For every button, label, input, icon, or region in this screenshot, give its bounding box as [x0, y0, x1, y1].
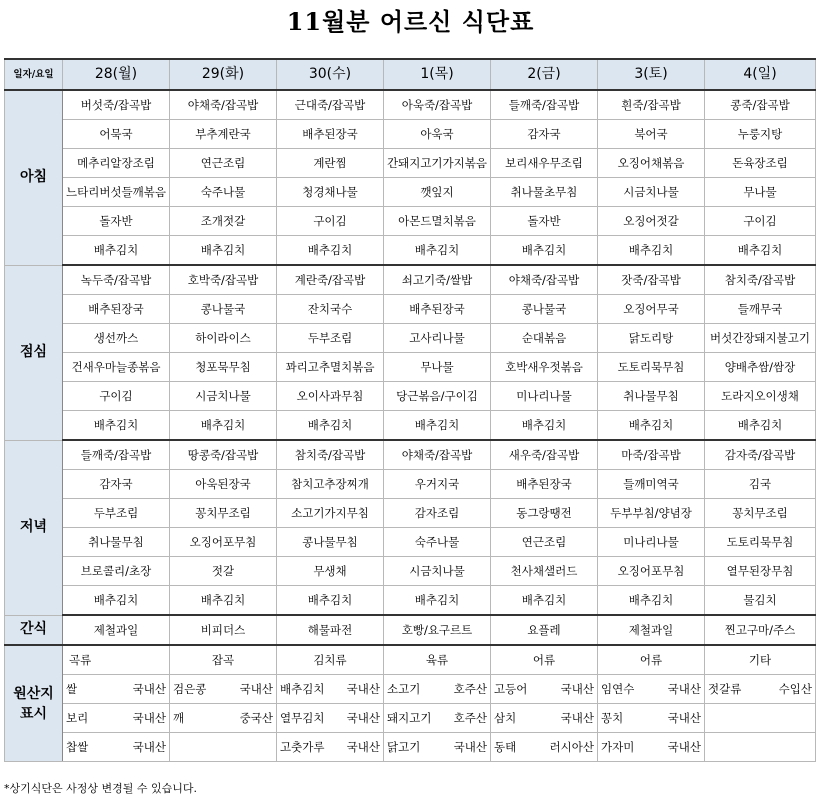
origin-cell	[598, 704, 705, 733]
origin-country: 국내산	[560, 710, 594, 725]
origin-cell	[170, 704, 277, 733]
menu-item: 동그랑땡전	[491, 499, 598, 528]
menu-item: 들깨미역국	[598, 470, 705, 499]
meal-label: 저녁	[5, 440, 63, 615]
origin-item: 삼치	[494, 710, 517, 725]
snack-item: 요플레	[491, 615, 598, 645]
origin-country: 중국산	[239, 710, 273, 725]
menu-row	[5, 353, 816, 382]
origin-item: 동태	[494, 739, 517, 754]
origin-cell	[705, 675, 816, 704]
origin-cell	[598, 733, 705, 762]
menu-item: 감자죽/잡곡밥	[705, 440, 816, 470]
origin-row	[5, 704, 816, 733]
origin-cell	[491, 675, 598, 704]
menu-item: 천사채샐러드	[491, 557, 598, 586]
origin-cell	[491, 733, 598, 762]
menu-item: 배추김치	[491, 236, 598, 266]
origin-country: 국내산	[667, 681, 701, 696]
menu-row	[5, 265, 816, 295]
menu-item: 시금치나물	[170, 382, 277, 411]
origin-cell	[277, 704, 384, 733]
menu-row	[5, 528, 816, 557]
origin-cell	[384, 733, 491, 762]
menu-item: 야채죽/잡곡밥	[170, 90, 277, 120]
menu-row	[5, 586, 816, 616]
menu-item: 오징어포무침	[598, 557, 705, 586]
menu-item: 양배추쌈/쌈장	[705, 353, 816, 382]
origin-cell	[63, 675, 170, 704]
menu-row	[5, 120, 816, 149]
meal-label: 아침	[5, 90, 63, 265]
origin-category: 어류	[598, 645, 705, 675]
menu-item: 배추된장국	[384, 295, 491, 324]
menu-item: 두부조림	[277, 324, 384, 353]
menu-item: 야채죽/잡곡밥	[384, 440, 491, 470]
origin-cell	[384, 704, 491, 733]
origin-item: 임연수	[601, 681, 635, 696]
menu-item: 연근조림	[491, 528, 598, 557]
menu-item: 오이사과무침	[277, 382, 384, 411]
menu-item: 쇠고기죽/쌀밥	[384, 265, 491, 295]
origin-country: 국내산	[667, 710, 701, 725]
origin-cell	[384, 675, 491, 704]
menu-item: 취나물초무침	[491, 178, 598, 207]
menu-item: 꽁치무조림	[170, 499, 277, 528]
origin-cell	[705, 704, 816, 733]
origin-label: 원산지 표시	[5, 645, 63, 762]
origin-category: 어류	[491, 645, 598, 675]
origin-category: 잡곡	[170, 645, 277, 675]
menu-item: 젓갈	[170, 557, 277, 586]
menu-item: 조개젓갈	[170, 207, 277, 236]
menu-row	[5, 295, 816, 324]
origin-cell	[705, 733, 816, 762]
menu-item: 버섯간장돼지불고기	[705, 324, 816, 353]
menu-item: 참치죽/잡곡밥	[705, 265, 816, 295]
menu-item: 들깨죽/잡곡밥	[63, 440, 170, 470]
menu-item: 콩나물무침	[277, 528, 384, 557]
origin-category: 기타	[705, 645, 816, 675]
menu-item: 청포묵무침	[170, 353, 277, 382]
meal-label: 간식	[5, 615, 63, 645]
menu-item: 생선까스	[63, 324, 170, 353]
menu-item: 어묵국	[63, 120, 170, 149]
menu-item: 배추된장국	[277, 120, 384, 149]
origin-item: 돼지고기	[387, 710, 432, 725]
menu-item: 배추김치	[170, 411, 277, 441]
origin-row	[5, 733, 816, 762]
menu-item: 구이김	[705, 207, 816, 236]
menu-item: 느타리버섯들깨볶음	[63, 178, 170, 207]
snack-item: 호빵/요구르트	[384, 615, 491, 645]
origin-item: 가자미	[601, 739, 635, 754]
origin-item: 찹쌀	[66, 739, 89, 754]
day-header: 28(월)	[63, 59, 170, 90]
menu-row	[5, 149, 816, 178]
snack-item: 제철과일	[63, 615, 170, 645]
menu-item: 소고기가지무침	[277, 499, 384, 528]
menu-item: 메추리알장조림	[63, 149, 170, 178]
menu-item: 잔치국수	[277, 295, 384, 324]
menu-item: 들깨죽/잡곡밥	[491, 90, 598, 120]
menu-item: 닭도리탕	[598, 324, 705, 353]
origin-item: 젓갈류	[708, 681, 742, 696]
menu-item: 배추김치	[384, 236, 491, 266]
menu-item: 녹두죽/잡곡밥	[63, 265, 170, 295]
menu-item: 두부조림	[63, 499, 170, 528]
origin-country: 호주산	[453, 710, 487, 725]
menu-item: 호박죽/잡곡밥	[170, 265, 277, 295]
menu-item: 근대죽/잡곡밥	[277, 90, 384, 120]
menu-item: 계란죽/잡곡밥	[277, 265, 384, 295]
menu-row	[5, 236, 816, 266]
origin-country: 국내산	[346, 710, 380, 725]
origin-row	[5, 675, 816, 704]
menu-item: 배추김치	[170, 236, 277, 266]
menu-item: 구이김	[63, 382, 170, 411]
menu-item: 아욱국	[384, 120, 491, 149]
menu-item: 고사리나물	[384, 324, 491, 353]
menu-item: 콩나물국	[170, 295, 277, 324]
day-header: 29(화)	[170, 59, 277, 90]
menu-row	[5, 382, 816, 411]
menu-item: 배추김치	[598, 411, 705, 441]
menu-row	[5, 178, 816, 207]
origin-item: 열무김치	[280, 710, 325, 725]
menu-item: 부추계란국	[170, 120, 277, 149]
origin-country: 러시아산	[549, 739, 594, 754]
menu-item: 무나물	[384, 353, 491, 382]
menu-item: 김국	[705, 470, 816, 499]
menu-item: 흰죽/잡곡밥	[598, 90, 705, 120]
menu-item: 두부부침/양념장	[598, 499, 705, 528]
menu-item: 북어국	[598, 120, 705, 149]
origin-country: 국내산	[132, 681, 166, 696]
menu-item: 오징어무국	[598, 295, 705, 324]
menu-item: 취나물무침	[598, 382, 705, 411]
footnote: *상기식단은 사정상 변경될 수 있습니다.	[4, 782, 197, 795]
menu-item: 건새우마늘종볶음	[63, 353, 170, 382]
menu-item: 꽈리고추멸치볶음	[277, 353, 384, 382]
menu-item: 깻잎지	[384, 178, 491, 207]
menu-item: 마죽/잡곡밥	[598, 440, 705, 470]
menu-item: 당근볶음/구이김	[384, 382, 491, 411]
menu-item: 배추김치	[63, 236, 170, 266]
menu-item: 아욱죽/잡곡밥	[384, 90, 491, 120]
origin-country: 국내산	[132, 739, 166, 754]
origin-item: 보리	[66, 710, 89, 725]
menu-item: 미나리나물	[598, 528, 705, 557]
origin-cell	[598, 675, 705, 704]
header-row	[5, 59, 816, 90]
menu-item: 연근조림	[170, 149, 277, 178]
origin-item: 고춧가루	[280, 739, 325, 754]
menu-item: 배추김치	[598, 236, 705, 266]
menu-item: 돌자반	[491, 207, 598, 236]
menu-item: 물김치	[705, 586, 816, 616]
origin-country: 국내산	[453, 739, 487, 754]
origin-item: 꽁치	[601, 710, 624, 725]
menu-item: 새우죽/잡곡밥	[491, 440, 598, 470]
menu-item: 우거지국	[384, 470, 491, 499]
menu-item: 구이김	[277, 207, 384, 236]
day-header: 2(금)	[491, 59, 598, 90]
menu-item: 계란찜	[277, 149, 384, 178]
origin-item: 검은콩	[173, 681, 207, 696]
origin-cell	[170, 675, 277, 704]
menu-item: 취나물무침	[63, 528, 170, 557]
corner-label: 일자/요일	[5, 59, 63, 90]
origin-category: 육류	[384, 645, 491, 675]
menu-item: 시금치나물	[384, 557, 491, 586]
snack-item: 비피더스	[170, 615, 277, 645]
menu-item: 오징어젓갈	[598, 207, 705, 236]
origin-item: 소고기	[387, 681, 421, 696]
menu-item: 참치고추장찌개	[277, 470, 384, 499]
menu-item: 땅콩죽/잡곡밥	[170, 440, 277, 470]
menu-item: 숙주나물	[170, 178, 277, 207]
menu-item: 하이라이스	[170, 324, 277, 353]
day-header: 30(수)	[277, 59, 384, 90]
origin-cell	[277, 733, 384, 762]
origin-cell	[491, 704, 598, 733]
origin-item: 쌀	[66, 681, 78, 696]
origin-cell	[170, 733, 277, 762]
menu-item: 콩죽/잡곡밥	[705, 90, 816, 120]
page-title: 11월분 어르신 식단표	[286, 7, 535, 36]
origin-country: 수입산	[778, 681, 812, 696]
menu-item: 오징어포무침	[170, 528, 277, 557]
origin-country: 국내산	[346, 739, 380, 754]
origin-item: 깨	[173, 710, 185, 725]
menu-row	[5, 557, 816, 586]
menu-item: 배추김치	[705, 236, 816, 266]
menu-item: 배추된장국	[491, 470, 598, 499]
origin-country: 국내산	[560, 681, 594, 696]
origin-country: 국내산	[239, 681, 273, 696]
menu-item: 배추김치	[491, 586, 598, 616]
menu-item: 참치죽/잡곡밥	[277, 440, 384, 470]
origin-item: 배추김치	[280, 681, 325, 696]
meal-label: 점심	[5, 265, 63, 440]
menu-item: 도라지오이생채	[705, 382, 816, 411]
menu-item: 감자국	[63, 470, 170, 499]
menu-item: 잣죽/잡곡밥	[598, 265, 705, 295]
menu-item: 호박새우젓볶음	[491, 353, 598, 382]
origin-country: 국내산	[346, 681, 380, 696]
menu-item: 아욱된장국	[170, 470, 277, 499]
day-header: 3(토)	[598, 59, 705, 90]
menu-table	[4, 58, 816, 762]
menu-item: 꽁치무조림	[705, 499, 816, 528]
menu-item: 시금치나물	[598, 178, 705, 207]
origin-cell	[63, 704, 170, 733]
menu-row	[5, 499, 816, 528]
origin-country: 국내산	[667, 739, 701, 754]
menu-item: 오징어채볶음	[598, 149, 705, 178]
menu-item: 열무된장무침	[705, 557, 816, 586]
menu-item: 배추된장국	[63, 295, 170, 324]
menu-item: 배추김치	[277, 411, 384, 441]
menu-item: 누룽지탕	[705, 120, 816, 149]
snack-item: 찐고구마/주스	[705, 615, 816, 645]
day-header: 1(목)	[384, 59, 491, 90]
snack-row	[5, 615, 816, 645]
menu-item: 배추김치	[384, 586, 491, 616]
menu-item: 들깨무국	[705, 295, 816, 324]
menu-row	[5, 324, 816, 353]
menu-item: 무나물	[705, 178, 816, 207]
menu-item: 야채죽/잡곡밥	[491, 265, 598, 295]
menu-item: 배추김치	[63, 586, 170, 616]
menu-item: 아몬드멸치볶음	[384, 207, 491, 236]
snack-item: 해물파전	[277, 615, 384, 645]
menu-item: 버섯죽/잡곡밥	[63, 90, 170, 120]
menu-item: 순대볶음	[491, 324, 598, 353]
menu-item: 보리새우무조림	[491, 149, 598, 178]
menu-item: 숙주나물	[384, 528, 491, 557]
menu-item: 청경채나물	[277, 178, 384, 207]
menu-item: 배추김치	[598, 586, 705, 616]
origin-category: 곡류	[63, 645, 170, 675]
origin-category: 김치류	[277, 645, 384, 675]
menu-item: 브로콜리/초장	[63, 557, 170, 586]
menu-row	[5, 440, 816, 470]
origin-category-row	[5, 645, 816, 675]
menu-item: 배추김치	[705, 411, 816, 441]
menu-item: 콩나물국	[491, 295, 598, 324]
menu-item: 감자국	[491, 120, 598, 149]
menu-item: 배추김치	[491, 411, 598, 441]
menu-row	[5, 470, 816, 499]
menu-item: 돈육장조림	[705, 149, 816, 178]
origin-item: 고등어	[494, 681, 528, 696]
menu-item: 배추김치	[63, 411, 170, 441]
origin-cell	[277, 675, 384, 704]
menu-item: 배추김치	[170, 586, 277, 616]
menu-row	[5, 90, 816, 120]
menu-item: 배추김치	[277, 236, 384, 266]
day-header: 4(일)	[705, 59, 816, 90]
origin-country: 호주산	[453, 681, 487, 696]
menu-item: 무생채	[277, 557, 384, 586]
origin-item: 닭고기	[387, 739, 421, 754]
menu-item: 감자조림	[384, 499, 491, 528]
menu-row	[5, 411, 816, 441]
menu-row	[5, 207, 816, 236]
menu-item: 도토리묵무침	[598, 353, 705, 382]
origin-cell	[63, 733, 170, 762]
origin-country: 국내산	[132, 710, 166, 725]
menu-item: 간돼지고기가지볶음	[384, 149, 491, 178]
snack-item: 제철과일	[598, 615, 705, 645]
menu-item: 배추김치	[384, 411, 491, 441]
menu-item: 미나리나물	[491, 382, 598, 411]
menu-item: 돌자반	[63, 207, 170, 236]
menu-item: 도토리묵무침	[705, 528, 816, 557]
menu-item: 배추김치	[277, 586, 384, 616]
